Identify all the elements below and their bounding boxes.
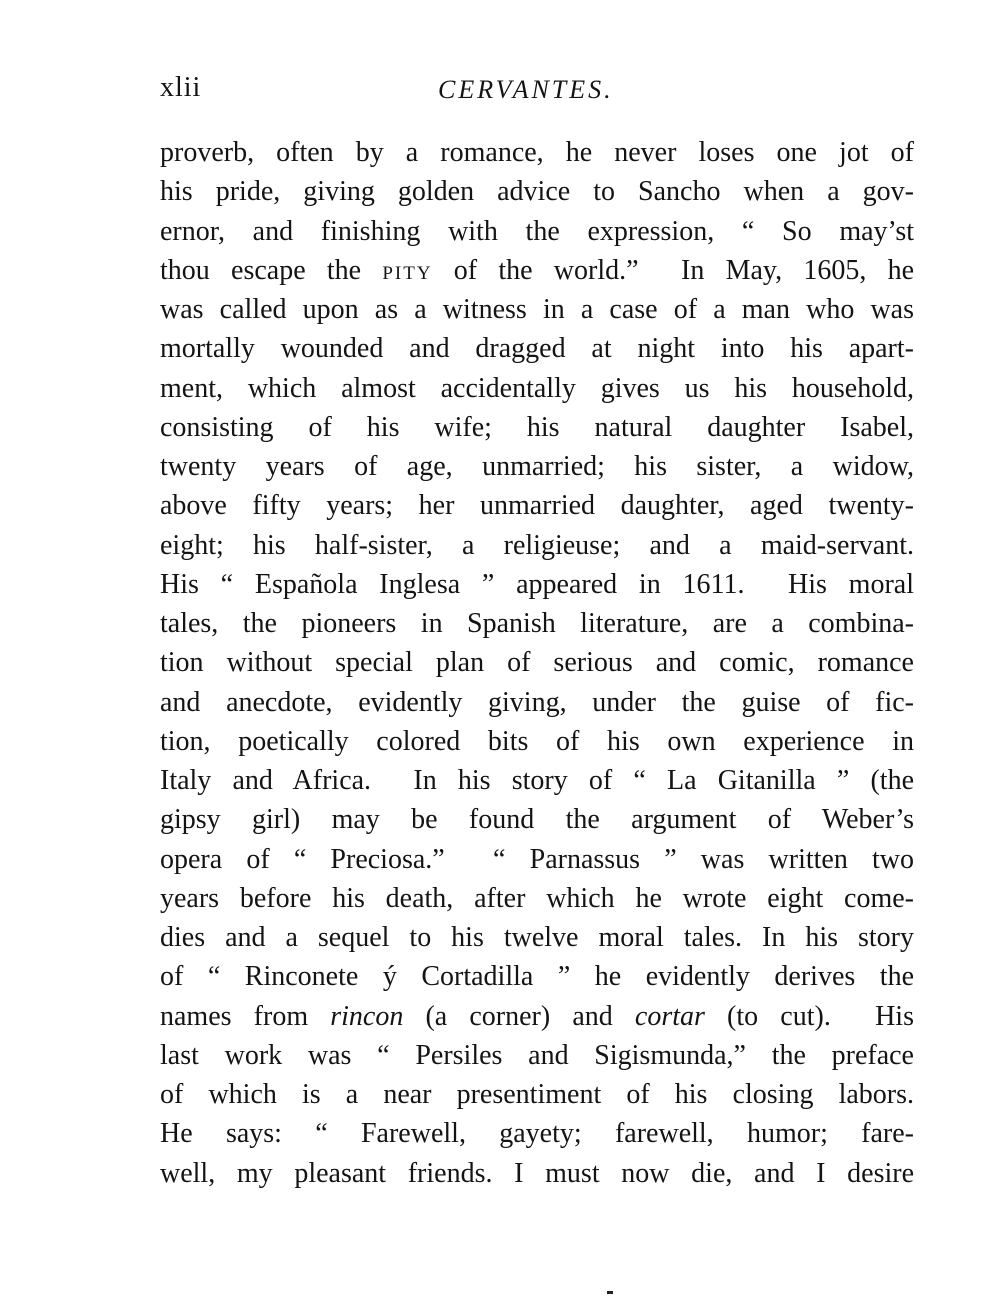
running-head: CERVANTES. bbox=[438, 75, 614, 104]
text-line bbox=[160, 133, 914, 172]
text-run: Italy and Africa. In his story of “ La Gitanilla ” (the bbox=[160, 765, 914, 796]
text-line bbox=[160, 604, 914, 643]
ink-speck bbox=[607, 1291, 613, 1294]
text-line bbox=[160, 683, 914, 722]
text-run: was called upon as a witness in a case of a man who was bbox=[160, 294, 914, 325]
italic-run: rincon bbox=[330, 1000, 404, 1032]
text-run: names from bbox=[160, 1000, 331, 1032]
text-run: consisting of his wife; his natural daughter Isabel, bbox=[160, 411, 914, 443]
text-run: years before his death, after which he wrote eight come- bbox=[160, 882, 914, 914]
text-line bbox=[160, 997, 914, 1036]
text-run: of the world.” In May, 1605, he bbox=[432, 254, 914, 286]
text-line bbox=[160, 290, 914, 329]
text-line bbox=[160, 172, 914, 211]
text-line bbox=[160, 761, 914, 800]
text-line bbox=[160, 447, 914, 486]
text-line bbox=[160, 1114, 914, 1153]
text-line bbox=[160, 212, 914, 251]
text-line bbox=[160, 369, 914, 408]
text-line bbox=[160, 526, 914, 565]
body-text bbox=[160, 133, 914, 1193]
text-line bbox=[160, 408, 914, 447]
text-line bbox=[160, 251, 914, 290]
text-run: tales, the pioneers in Spanish literature, are a combina- bbox=[160, 608, 914, 639]
text-run: and anecdote, evidently giving, under the guise of fic- bbox=[160, 686, 914, 718]
text-line bbox=[160, 329, 914, 368]
text-run: twenty years of age, unmarried; his sister, a widow, bbox=[160, 451, 914, 482]
text-run: gipsy girl) may be found the argument of Weber’s bbox=[160, 804, 914, 836]
text-run: (to cut). His bbox=[704, 1000, 914, 1032]
small-caps-run: PITY bbox=[382, 262, 433, 284]
text-line bbox=[160, 918, 914, 957]
text-run: mortally wounded and dragged at night into his apart- bbox=[160, 333, 914, 365]
text-run: of “ Rinconete ý Cortadilla ” he evidently derives the bbox=[160, 961, 914, 993]
text-line bbox=[160, 1154, 914, 1193]
text-run: his pride, giving golden advice to Sancho when a gov- bbox=[160, 176, 914, 208]
text-run: well, my pleasant friends. I must now die, and I desire bbox=[160, 1157, 914, 1189]
text-line bbox=[160, 722, 914, 761]
text-line bbox=[160, 486, 914, 525]
page-number: xlii bbox=[160, 72, 202, 103]
text-run: last work was “ Persiles and Sigismunda,” the preface bbox=[160, 1039, 914, 1071]
text-run: tion, poetically colored bits of his own experience in bbox=[160, 725, 914, 757]
text-line bbox=[160, 1036, 914, 1075]
text-line bbox=[160, 840, 914, 879]
text-line bbox=[160, 565, 914, 604]
text-run: tion without special plan of serious and comic, romance bbox=[160, 647, 914, 679]
text-run: ment, which almost accidentally gives us his household, bbox=[160, 372, 914, 404]
text-run: opera of “ Preciosa.” “ Parnassus ” was written two bbox=[160, 843, 914, 875]
text-run: proverb, often by a romance, he never loses one jot of bbox=[160, 137, 914, 168]
text-line bbox=[160, 879, 914, 918]
text-run: (a corner) and bbox=[403, 1000, 635, 1032]
italic-run: cortar bbox=[634, 1000, 705, 1032]
text-run: thou escape the bbox=[160, 254, 383, 286]
text-line bbox=[160, 957, 914, 996]
text-line bbox=[160, 800, 914, 839]
text-run: of which is a near presentiment of his closing labors. bbox=[160, 1079, 914, 1110]
text-run: He says: “ Farewell, gayety; farewell, humor; fare- bbox=[160, 1118, 914, 1150]
text-run: eight; his half-sister, a religieuse; and a maid-servant. bbox=[160, 529, 914, 561]
text-run: above fifty years; her unmarried daughter, aged twenty- bbox=[160, 490, 914, 522]
text-run: His “ Española Inglesa ” appeared in 1611. His moral bbox=[160, 568, 914, 600]
text-run: dies and a sequel to his twelve moral tales. In his story bbox=[160, 922, 914, 953]
text-line bbox=[160, 643, 914, 682]
text-run: ernor, and finishing with the expression, “ So may’st bbox=[160, 215, 914, 247]
text-line bbox=[160, 1075, 914, 1114]
